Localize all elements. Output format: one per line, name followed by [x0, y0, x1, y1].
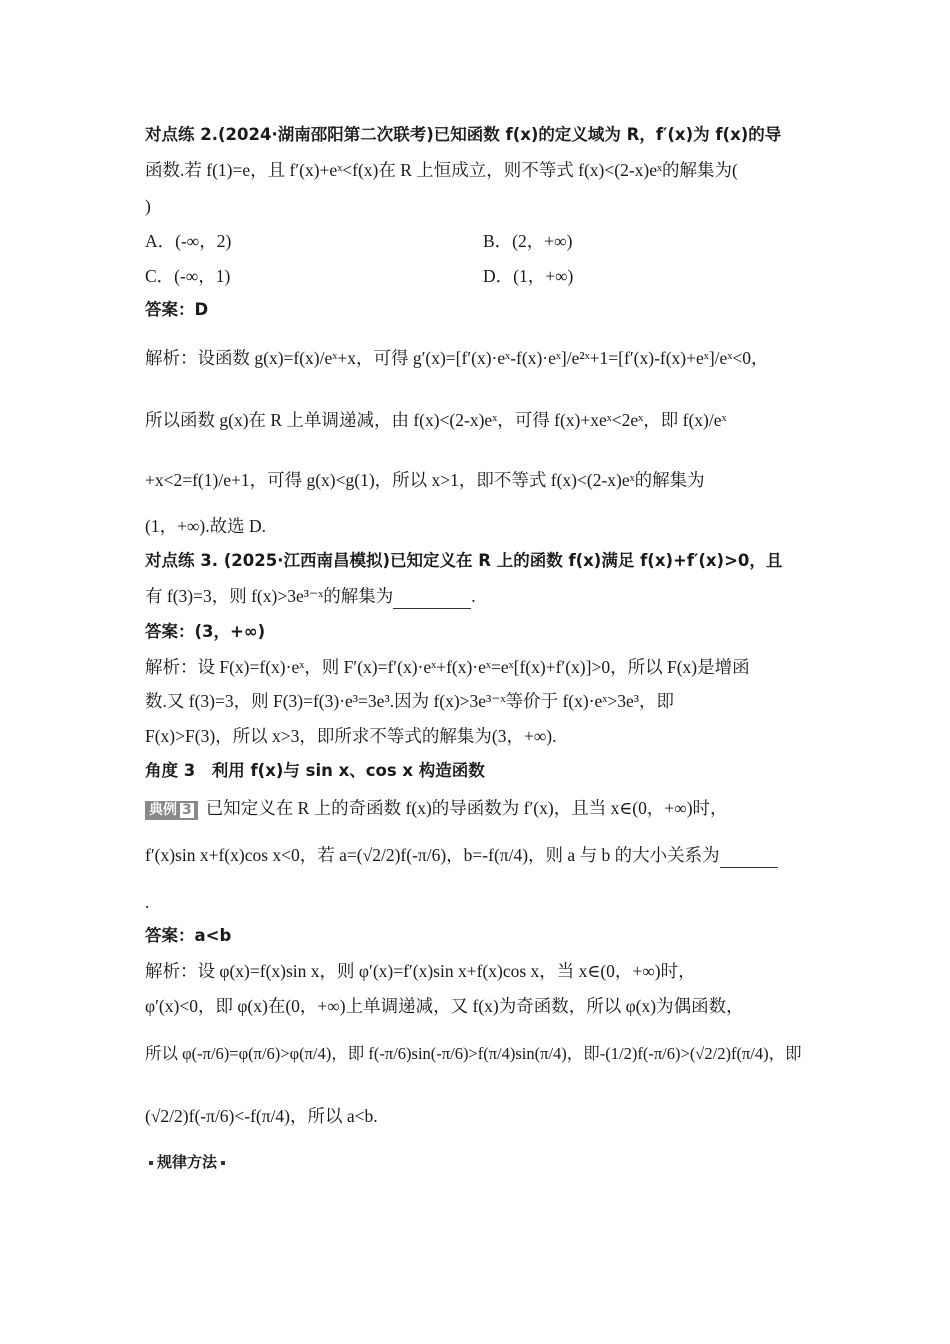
typical-example-3-line-2: [145, 843, 778, 868]
typical-example-condition: f′(x)sin x+f(x)cos x<0，若 a=(√2/2)f(-π/6)，b=-f(π/4)，则 a 与 b 的大小关系为: [145, 845, 720, 865]
exercise-3-solution-2: 数.又 f(3)=3，则 F(3)=f(3)·e³=3e³.因为 f(x)>3e³⁻ˣ等价于 f(x)·eˣ>3e³，即: [145, 691, 674, 711]
exercise-3-line-1: 对点练 3. (2025·江西南昌模拟)已知定义在 R 上的函数 f(x)满足 f(x)+f′(x)>0，且: [145, 551, 783, 570]
exercise-2-solution-2: 所以函数 g(x)在 R 上单调递减，由 f(x)<(2-x)eˣ，可得 f(x)+xeˣ<2eˣ，即 f(x)/eˣ: [145, 410, 727, 430]
exercise-2-answer: 答案：D: [145, 300, 209, 319]
angle-3-title: 角度 3 利用 f(x)与 sin x、cos x 构造函数: [145, 761, 485, 780]
square-bullet-icon: [221, 1161, 225, 1165]
exercise-2-line-2: 函数.若 f(1)=e，且 f′(x)+eˣ<f(x)在 R 上恒成立，则不等式 f(x)<(2-x)eˣ的解集为(: [145, 160, 738, 180]
typical-example-badge: 典例 3: [145, 801, 198, 820]
exercise-2-solution-3: +x<2=f(1)/e+1，可得 g(x)<g(1)，所以 x>1，即不等式 f(x)<(2-x)eˣ的解集为: [145, 470, 705, 490]
option-c: C．(-∞，1): [145, 266, 231, 286]
exercise-2-solution-1: 解析：设函数 g(x)=f(x)/eˣ+x，可得 g′(x)=[f′(x)·eˣ-f(x)·eˣ]/e²ˣ+1=[f′(x)-f(x)+eˣ]/eˣ<0，: [145, 348, 769, 368]
typical-example-3-line-3: .: [145, 892, 150, 912]
exercise-3-line-2: [145, 584, 476, 609]
typical-example-3-solution-2: φ′(x)<0，即 φ(x)在(0，+∞)上单调递减，又 f(x)为奇函数，所以 φ(x)为偶函数，: [145, 996, 744, 1016]
exercise-3-answer: 答案：(3，+∞): [145, 622, 266, 641]
square-bullet-icon: [149, 1161, 153, 1165]
typical-example-3-solution-4: (√2/2)f(-π/6)<-f(π/4)，所以 a<b.: [145, 1106, 378, 1126]
exercise-3-question: 有 f(3)=3，则 f(x)>3e³⁻ˣ的解集为: [145, 586, 394, 606]
answer-blank: [393, 584, 471, 609]
exercise-2-line-1: [145, 122, 781, 147]
typical-example-text: 已知定义在 R 上的奇函数 f(x)的导函数为 f′(x)，且当 x∈(0，+∞)时，: [205, 798, 728, 818]
exercise-3-period: .: [471, 586, 476, 606]
exercise-3-solution-3: F(x)>F(3)，所以 x>3，即所求不等式的解集为(3，+∞).: [145, 726, 557, 746]
exercise-2-text: 对点练 2.(2024·湖南邵阳第二次联考)已知函数 f(x)的定义域为 R，f′(x)为 f(x)的导: [145, 125, 782, 144]
option-b: B．(2，+∞): [483, 231, 573, 251]
typical-example-3-answer: 答案：a<b: [145, 926, 232, 945]
typical-example-3-solution-1: 解析：设 φ(x)=f(x)sin x，则 φ′(x)=f′(x)sin x+f(x)cos x，当 x∈(0，+∞)时，: [145, 961, 696, 981]
exercise-3-solution-1: 解析：设 F(x)=f(x)·eˣ，则 F′(x)=f′(x)·eˣ+f(x)·eˣ=eˣ[f(x)+f′(x)]>0，所以 F(x)是增函: [145, 657, 750, 677]
rule-method-heading: 规律方法: [145, 1151, 229, 1172]
typical-example-3-line-1: [145, 796, 728, 820]
exercise-2-solution-4: (1，+∞).故选 D.: [145, 516, 267, 536]
typical-example-3-solution-3: 所以 φ(-π/6)=φ(π/6)>φ(π/4)，即 f(-π/6)sin(-π/6)>f(π/4)sin(π/4)，即-(1/2)f(-π/6)>(√2/2)f(π/4)，即: [145, 1044, 802, 1063]
option-a: A．(-∞，2): [145, 231, 232, 251]
answer-blank: [720, 843, 778, 868]
option-d: D．(1，+∞): [483, 266, 574, 286]
exercise-2-line-3: ): [145, 196, 151, 216]
